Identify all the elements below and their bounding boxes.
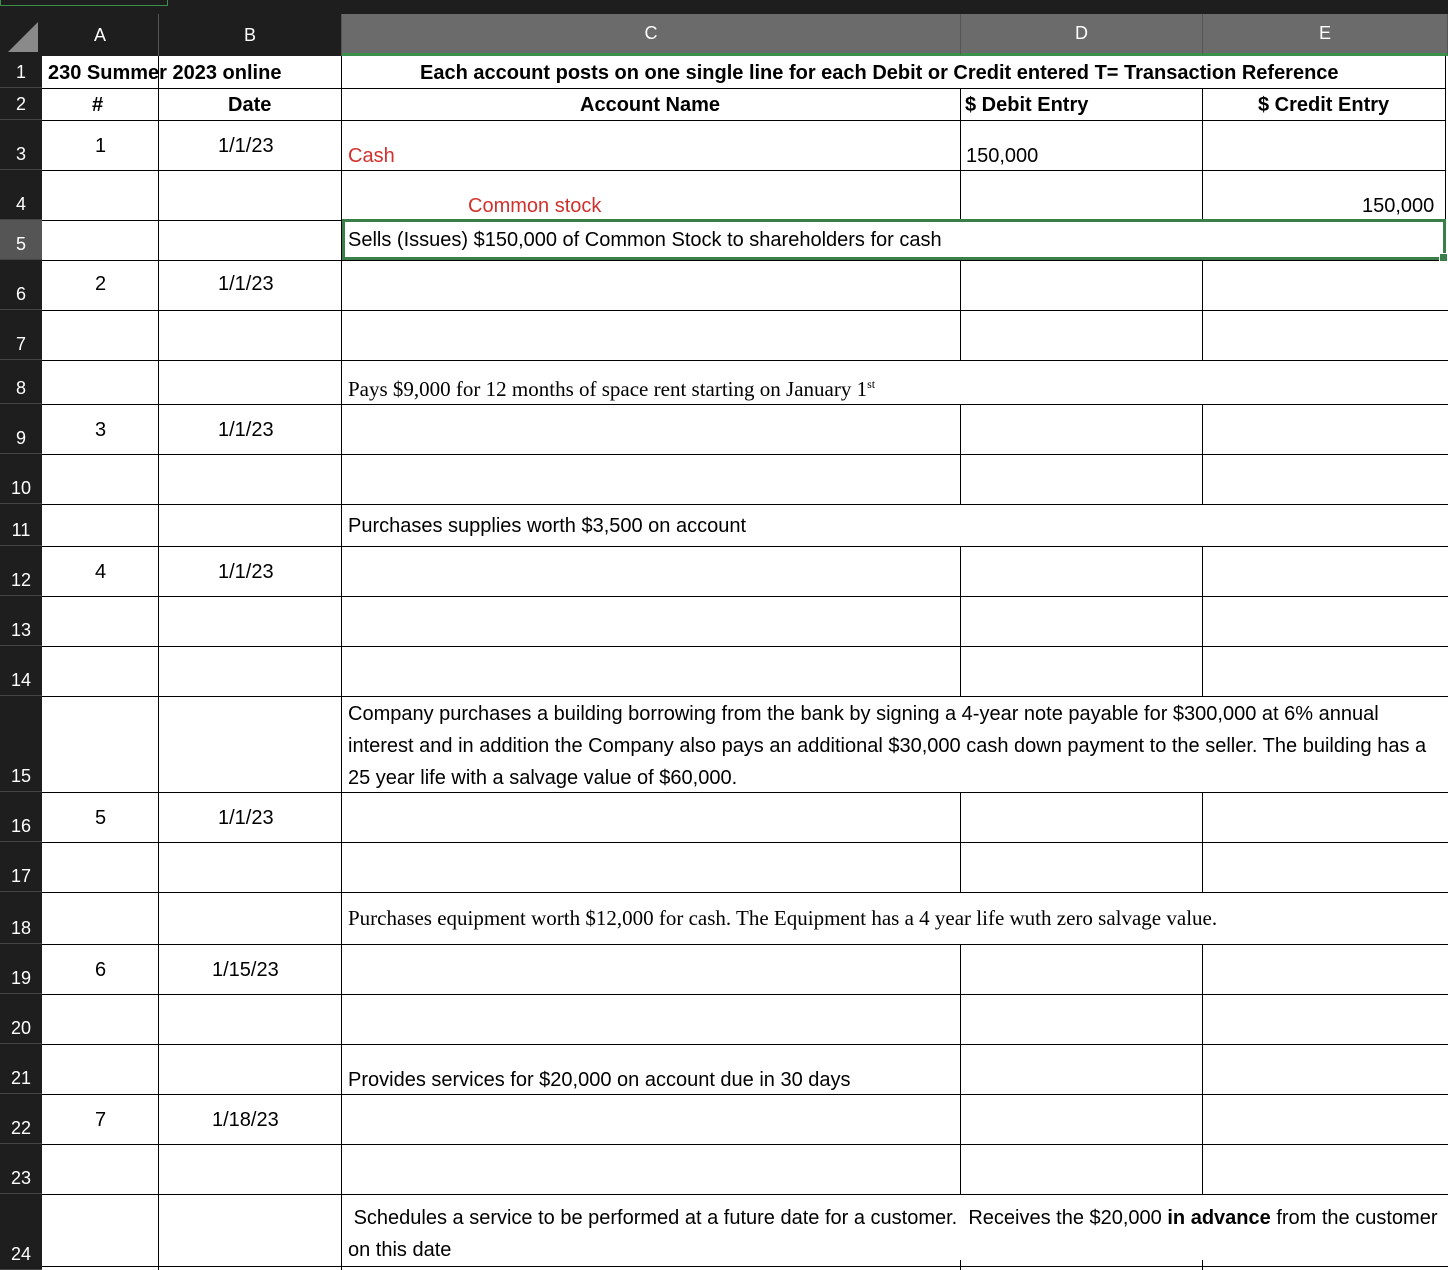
transaction-description[interactable]: Company purchases a building borrowing from the bank by signing a 4-year note payable for $300,000 at 6% annual interest and in addition the Company also pays an additional $30,000 cash down payment to the seller. The building has a 25 year life with a salvage value of $60,000. <box>348 703 1427 789</box>
gridline <box>42 504 1448 505</box>
description-text: Pays $9,000 for 12 months of space rent starting on January 1 <box>348 377 868 401</box>
row-header-18[interactable]: 18 <box>0 892 42 944</box>
gridline <box>42 646 1448 647</box>
row-header-10[interactable]: 10 <box>0 454 42 504</box>
gridline <box>42 596 1448 597</box>
transaction-date[interactable]: 1/18/23 <box>212 1109 279 1131</box>
row-header-9[interactable]: 9 <box>0 404 42 454</box>
row-header-8[interactable]: 8 <box>0 360 42 404</box>
transaction-number[interactable]: 1 <box>95 135 107 157</box>
fill-handle[interactable] <box>1439 253 1448 262</box>
transaction-description[interactable] <box>348 372 875 401</box>
row-header-11[interactable]: 11 <box>0 504 42 546</box>
gridline <box>42 1144 1448 1145</box>
gridline <box>960 88 961 220</box>
row-header-17[interactable]: 17 <box>0 842 42 892</box>
transaction-number[interactable]: 4 <box>95 561 107 583</box>
row-header-3[interactable]: 3 <box>0 120 42 170</box>
transaction-description[interactable] <box>348 1202 1444 1266</box>
transaction-description[interactable]: Provides services for $20,000 on account due in 30 days <box>348 1069 851 1091</box>
row-header-14[interactable]: 14 <box>0 646 42 696</box>
row-header-5[interactable]: 5 <box>0 220 42 260</box>
transaction-number[interactable]: 3 <box>95 419 107 441</box>
sheet-title[interactable]: 230 Summer 2023 online <box>48 62 282 84</box>
column-header-a[interactable]: A <box>42 14 159 56</box>
transaction-number[interactable]: 5 <box>95 807 107 829</box>
description-emphasis: in advance <box>1167 1207 1271 1229</box>
row-header-7[interactable]: 7 <box>0 310 42 360</box>
transaction-number[interactable]: 2 <box>95 273 107 295</box>
transaction-number[interactable]: 6 <box>95 959 107 981</box>
gridline <box>42 1094 1448 1095</box>
row-header-23[interactable]: 23 <box>0 1144 42 1194</box>
transaction-date[interactable]: 1/1/23 <box>218 135 274 157</box>
gridline <box>42 1044 1448 1045</box>
transaction-date[interactable]: 1/1/23 <box>218 419 274 441</box>
gridline <box>42 1194 1448 1195</box>
credit-account-name[interactable]: Common stock <box>468 195 602 217</box>
transaction-description[interactable]: Purchases supplies worth $3,500 on account <box>348 515 747 537</box>
gridline <box>42 546 1448 547</box>
gridline <box>42 994 1448 995</box>
column-label-hash[interactable]: # <box>92 94 104 116</box>
column-header-e[interactable]: E <box>1203 14 1448 56</box>
gridline <box>1202 546 1203 696</box>
row-header-20[interactable]: 20 <box>0 994 42 1044</box>
transaction-date[interactable]: 1/1/23 <box>218 561 274 583</box>
column-label-credit[interactable]: $ Credit Entry <box>1258 94 1390 116</box>
gridline <box>960 944 961 1094</box>
transaction-date[interactable]: 1/1/23 <box>218 273 274 295</box>
name-box[interactable] <box>0 0 168 6</box>
row-header-4[interactable]: 4 <box>0 170 42 220</box>
credit-amount[interactable]: 150,000 <box>1362 195 1435 217</box>
gridline <box>42 842 1448 843</box>
gridline <box>960 546 961 696</box>
column-header-b[interactable]: B <box>159 14 342 56</box>
description-text: from the customer on this date <box>348 1207 1444 1261</box>
header-note[interactable]: Each account posts on one single line for each Debit or Credit entered T= Transaction Reference <box>420 62 1339 84</box>
row-header-24[interactable]: 24 <box>0 1194 42 1270</box>
gridline <box>42 360 1448 361</box>
row-header-2[interactable]: 2 <box>0 88 42 120</box>
debit-amount[interactable]: 150,000 <box>966 145 1039 167</box>
gridline <box>42 892 1448 893</box>
select-all-button[interactable] <box>0 14 42 56</box>
column-label-date[interactable]: Date <box>228 94 272 116</box>
gridline <box>42 454 1448 455</box>
row-header-1[interactable]: 1 <box>0 56 42 88</box>
gridline <box>42 310 1448 311</box>
transaction-description[interactable]: Purchases equipment worth $12,000 for cash. The Equipment has a 4 year life wuth zero salvage value. <box>348 906 1218 930</box>
gridline <box>42 1266 1448 1267</box>
row-header-16[interactable]: 16 <box>0 792 42 842</box>
gridline <box>42 260 1448 261</box>
formula-bar-strip <box>0 0 1448 14</box>
select-all-triangle-icon <box>8 22 38 52</box>
gridline <box>1445 56 1446 220</box>
spreadsheet-grid[interactable] <box>42 56 1448 1270</box>
transaction-number[interactable]: 7 <box>95 1109 107 1131</box>
gridline <box>42 696 1448 697</box>
gridline <box>42 120 1446 121</box>
gridline <box>42 88 1446 89</box>
gridline <box>42 170 1446 171</box>
column-label-debit[interactable]: $ Debit Entry <box>965 94 1089 116</box>
active-cell-selection[interactable] <box>342 219 1446 260</box>
transaction-date[interactable]: 1/1/23 <box>218 807 274 829</box>
row-header-13[interactable]: 13 <box>0 596 42 646</box>
column-header-d[interactable]: D <box>961 14 1203 56</box>
column-label-account-name[interactable]: Account Name <box>580 94 721 116</box>
debit-account-name[interactable]: Cash <box>348 145 395 167</box>
ordinal-suffix: st <box>867 377 876 391</box>
gridline <box>1202 88 1203 220</box>
row-header-15[interactable]: 15 <box>0 696 42 792</box>
row-header-22[interactable]: 22 <box>0 1094 42 1144</box>
transaction-date[interactable]: 1/15/23 <box>212 959 279 981</box>
row-header-6[interactable]: 6 <box>0 260 42 310</box>
gridline <box>42 404 1448 405</box>
row-header-19[interactable]: 19 <box>0 944 42 994</box>
row-header-12[interactable]: 12 <box>0 546 42 596</box>
transaction-description[interactable]: Sells (Issues) $150,000 of Common Stock to shareholders for cash <box>348 229 942 251</box>
gridline <box>158 56 159 1270</box>
gridline <box>1202 944 1203 1094</box>
column-header-c[interactable]: C <box>342 14 961 56</box>
gridline <box>42 944 1448 945</box>
row-header-21[interactable]: 21 <box>0 1044 42 1094</box>
description-text: Schedules a service to be performed at a future date for a customer. Receives the $20,000 <box>348 1207 1168 1229</box>
row-headers <box>0 56 42 1270</box>
